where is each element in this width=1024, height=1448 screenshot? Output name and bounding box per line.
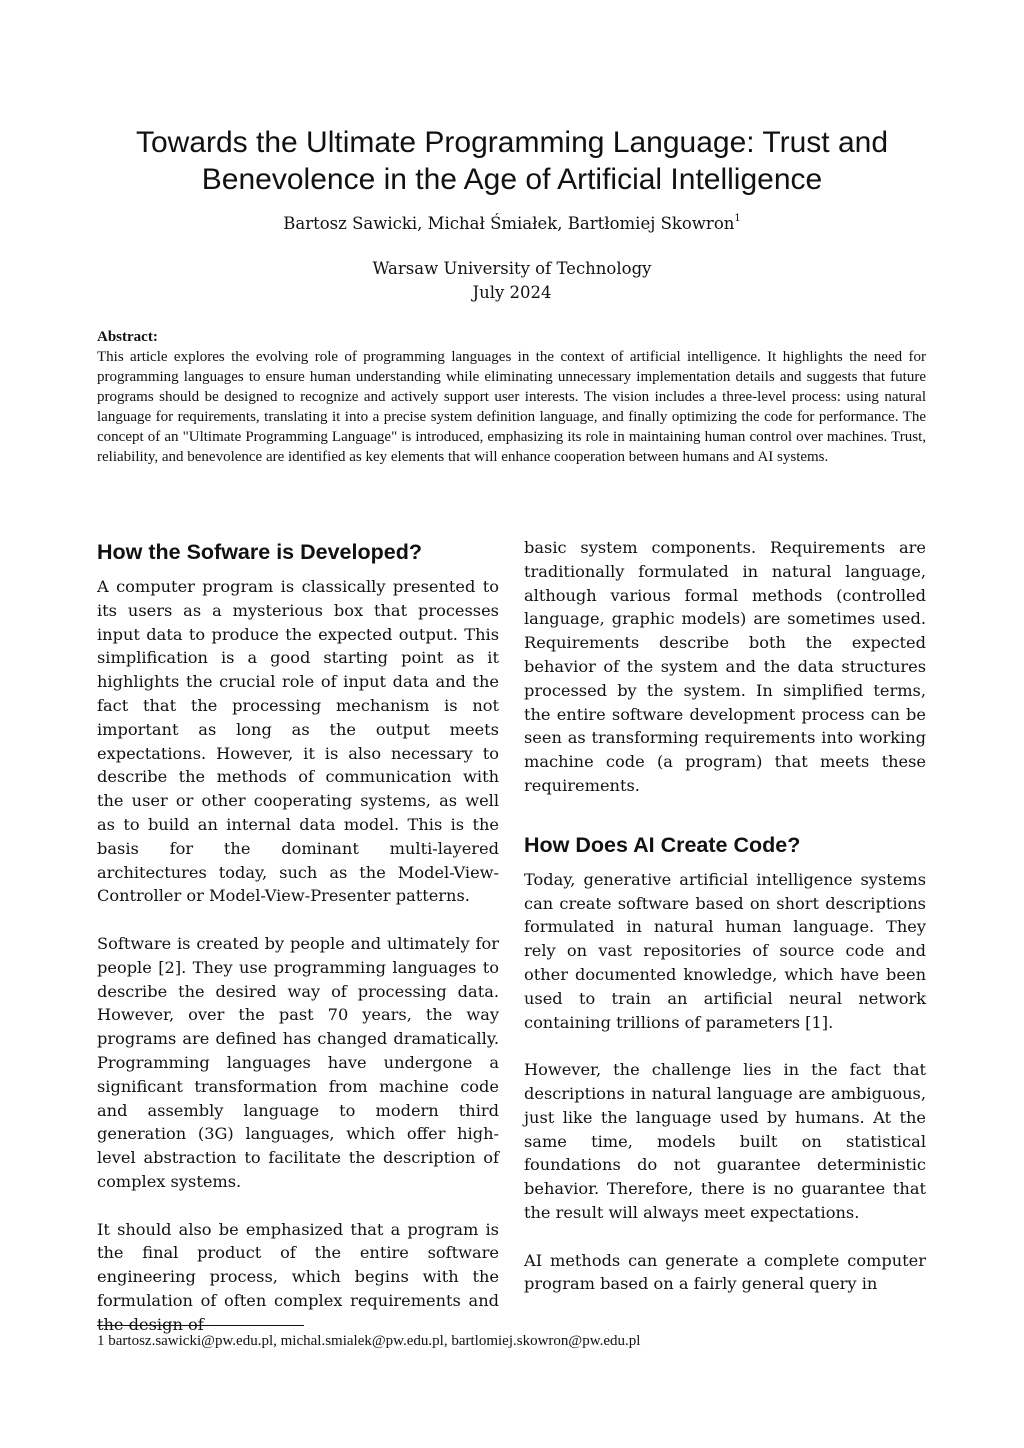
body-paragraph: Today, generative artificial intelligence systems can create software based on short descriptions formulated in natural human language. They rely on vast repositories of source code and other documented knowledge, which have been used to train an artificial neural network containing trillions of parameters [1]. <box>524 869 926 1032</box>
author-list <box>0 207 1024 236</box>
section-heading-software-developed: How the Sofware is Developed? <box>97 540 422 564</box>
body-paragraph: basic system components. Requirements are traditionally formulated in natural language, although various formal methods (controlled language, graphic models) are sometimes used. Requirements describe both the expected behavior of the system and the data structures processed by the system. In simplified terms, the entire software development process can be seen as transforming requirements into working machine code (a program) that meets these requirements. <box>524 538 926 795</box>
body-paragraph: AI methods can generate a complete computer program based on a fairly general query in <box>524 1250 926 1294</box>
section-heading-ai-create-code: How Does AI Create Code? <box>524 832 801 857</box>
publication-date: July 2024 <box>472 283 552 302</box>
footnote-divider <box>97 1325 304 1326</box>
footnote: 1 bartosz.sawicki@pw.edu.pl, michal.smialek@pw.edu.pl, bartlomiej.skowron@pw.edu.pl <box>97 1333 641 1349</box>
abstract-text: This article explores the evolving role of programming languages in the context of artificial intelligence. It highlights the need for programming languages to ensure human understanding while eliminating unnecessary implementation details and suggests that future programs should be designed to recognize and actively support user interests. The vision includes a three-level process: using natural language for requirements, translating it into a precise system definition language, and finally optimizing the code for performance. The concept of an "Ultimate Programming Language" is introduced, emphasizing its role in maintaining human control over machines. Trust, reliability, and benevolence are identified as key elements that will enhance cooperation between humans and AI systems. <box>97 349 926 465</box>
body-paragraph: Software is created by people and ultimately for people [2]. They use programming languages to describe the desired way of processing data. However, over the past 70 years, the way programs are defined has changed dramatically. Programming languages have undergone a significant transformation from machine code and assembly language to modern third generation (3G) languages, which offer high-level abstraction to facilitate the description of complex systems. <box>97 933 499 1191</box>
body-paragraph: It should also be emphasized that a program is the final product of the entire software engineering process, which begins with the formulation of often complex requirements and the design of <box>97 1219 499 1334</box>
author-footnote-marker: 1 <box>734 213 741 224</box>
body-paragraph: A computer program is classically presented to its users as a mysterious box that processes input data to produce the expected output. This simplification is a good starting point as it highlights the crucial role of input data and the fact that the processing mechanism is not important as long as the output meets expectations. However, it is also necessary to describe the methods of communication with the user or other cooperating systems, as well as to build an internal data model. This is the basis for the dominant multi-layered architectures today, such as the Model-View-Controller or Model-View-Presenter patterns. <box>97 577 499 906</box>
affiliation-block <box>0 257 1024 305</box>
abstract-label: Abstract: <box>97 329 158 345</box>
body-paragraph: However, the challenge lies in the fact that descriptions in natural language are ambiguous, just like the language used by humans. At the same time, models built on statistical foundations do not guarantee deterministic behavior. Therefore, there is no guarantee that the result will always meet expectations. <box>524 1060 926 1222</box>
right-column <box>524 536 926 1296</box>
authors-text: Bartosz Sawicki, Michał Śmiałek, Bartłomiej Skowron <box>283 214 735 233</box>
paper-title: Towards the Ultimate Programming Language: Trust and Benevolence in the Age of Artificial Intelligence <box>135 126 889 196</box>
affiliation: Warsaw University of Technology <box>372 259 652 278</box>
abstract <box>97 327 926 467</box>
left-column <box>97 536 499 1337</box>
